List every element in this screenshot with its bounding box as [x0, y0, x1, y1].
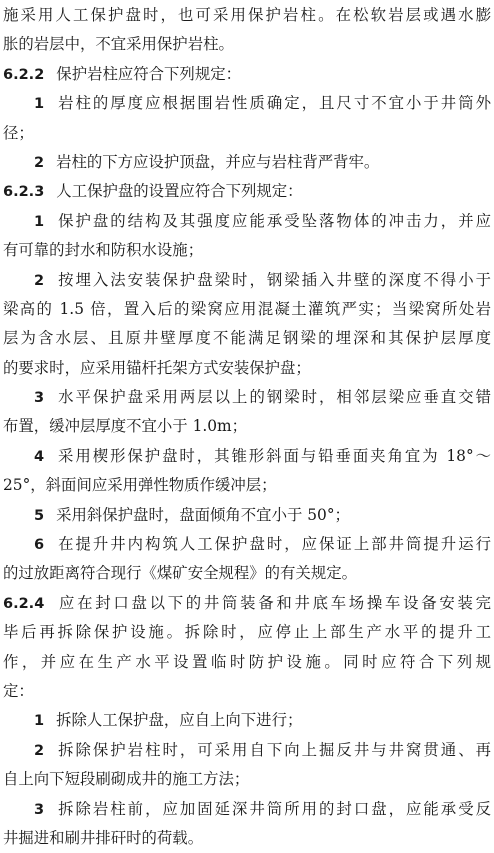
- text-line: 布置，缓冲层厚度不宜小于 1.0m；: [3, 417, 248, 436]
- clause-text: 人工保护盘的设置应符合下列规定：: [56, 182, 303, 201]
- item-number: 1: [34, 713, 45, 730]
- item-line: [3, 148, 491, 177]
- clause-line: [3, 589, 491, 618]
- text-line: 梁高的 1.5 倍，置入后的梁窝应用混凝土灌筑严实；当梁窝所处岩: [3, 299, 491, 318]
- item-number: 2: [34, 742, 45, 759]
- item-text: 在提升井内构筑人工保护盘时，应保证上部井筒提升运行: [56, 535, 491, 554]
- item-line: [3, 501, 491, 530]
- text-line: 胀的岩层中，不宜采用保护岩柱。: [3, 35, 234, 54]
- item-line: [3, 89, 491, 118]
- item-number: 1: [34, 213, 45, 230]
- clause-number: 6.2.2: [3, 66, 45, 83]
- item-line: [3, 795, 491, 824]
- document-page: [3, 1, 491, 853]
- item-text: 按埋入法安装保护盘梁时，钢梁插入井壁的深度不得小于: [56, 270, 491, 289]
- clause-number: 6.2.4: [3, 595, 45, 612]
- text-line: 作，并应在生产水平设置临时防护设施。同时应符合下列规: [3, 652, 491, 671]
- item-line: [3, 383, 491, 412]
- clause-line: [3, 177, 491, 206]
- item-line: [3, 266, 491, 295]
- text-line: 径；: [3, 123, 34, 142]
- text-line: 毕后再拆除保护设施。拆除时，应停止上部生产水平的提升工: [3, 623, 491, 642]
- clause-text: 保护岩柱应符合下列规定：: [56, 64, 241, 83]
- text-line: 定：: [3, 681, 34, 700]
- text-line: 自上向下短段刷砌成井的施工方法；: [3, 770, 250, 789]
- item-text: 保护盘的结构及其强度应能承受坠落物体的冲击力，并应: [56, 211, 491, 230]
- item-text: 岩柱的下方应设护顶盘，并应与岩柱背严背牢。: [56, 152, 380, 171]
- item-text: 岩柱的厚度应根据围岩性质确定，且尺寸不宜小于井筒外: [56, 94, 491, 113]
- item-line: [3, 706, 491, 735]
- item-number: 4: [34, 448, 45, 465]
- item-number: 2: [34, 154, 45, 171]
- item-line: [3, 736, 491, 765]
- text-line: 井掘进和刷井排矸时的荷载。: [3, 828, 204, 847]
- item-text: 采用斜保护盘时，盘面倾角不宜小于 50°；: [56, 505, 350, 524]
- item-number: 5: [34, 507, 45, 524]
- text-line: 25°，斜面间应采用弹性物质作缓冲层；: [3, 476, 277, 495]
- item-number: 1: [34, 96, 45, 113]
- item-number: 3: [34, 801, 45, 818]
- text-line: 施采用人工保护盘时，也可采用保护岩柱。在松软岩层或遇水膨: [3, 6, 491, 24]
- text-line: 的要求时，应采用锚杆托架方式安装保护盘；: [3, 358, 311, 377]
- item-number: 6: [34, 537, 45, 554]
- item-text: 拆除人工保护盘，应自上向下进行；: [56, 711, 303, 730]
- text-line: 有可靠的封水和防积水设施；: [3, 241, 204, 260]
- item-line: [3, 207, 491, 236]
- item-text: 采用楔形保护盘时，其锥形斜面与铅垂面夹角宜为 18°～: [56, 446, 491, 465]
- item-text: 水平保护盘采用两层以上的钢梁时，相邻层梁应垂直交错: [56, 388, 491, 407]
- item-number: 2: [34, 272, 45, 289]
- clause-text: 应在封口盘以下的井筒装备和井底车场操车设备安装完: [56, 593, 491, 612]
- item-line: [3, 442, 491, 471]
- text-line: 层为含水层、且原井壁厚度不能满足钢梁的埋深和其保护层厚度: [3, 329, 491, 348]
- clause-number: 6.2.3: [3, 184, 45, 201]
- item-text: 拆除保护岩柱时，可采用自下向上掘反井与井窝贯通、再: [56, 740, 491, 759]
- item-line: [3, 530, 491, 559]
- item-number: 3: [34, 390, 45, 407]
- text-line: 的过放距离符合现行《煤矿安全规程》的有关规定。: [3, 564, 357, 583]
- clause-line: [3, 60, 491, 89]
- item-text: 拆除岩柱前，应加固延深井筒所用的封口盘，应能承受反: [56, 799, 491, 818]
